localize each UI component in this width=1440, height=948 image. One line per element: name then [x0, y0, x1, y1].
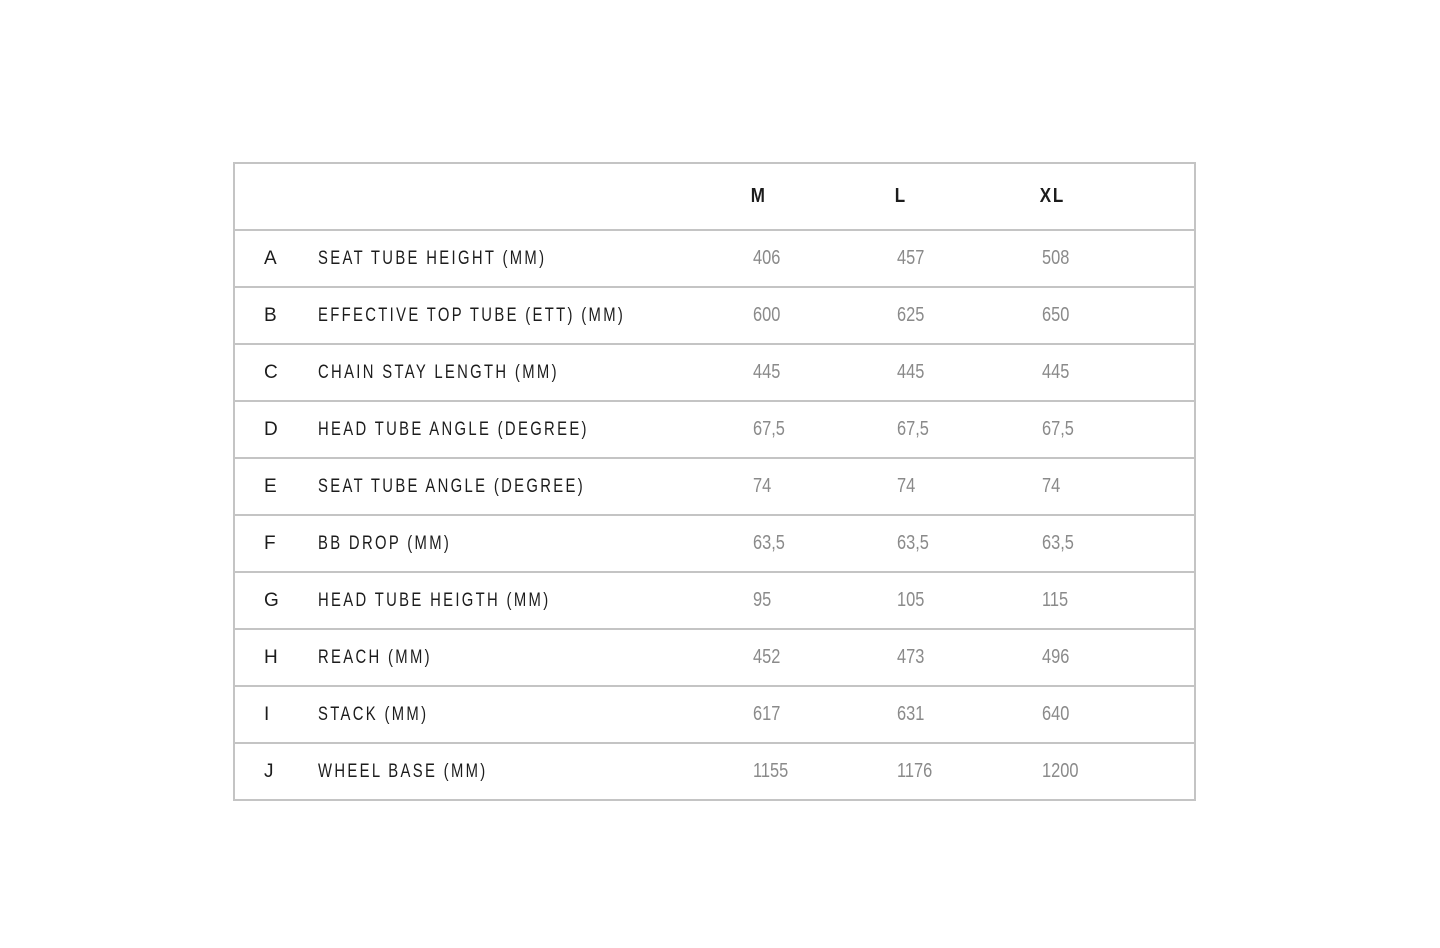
value-text: 63,5 [1042, 532, 1074, 554]
row-label [318, 287, 744, 344]
value-text: 617 [753, 703, 781, 725]
value-m [744, 458, 888, 515]
table-row [234, 629, 1195, 686]
row-letter: E [264, 475, 277, 497]
value-text: 74 [1042, 475, 1061, 497]
value-text: 600 [753, 304, 781, 326]
table-row [234, 344, 1195, 401]
value-xl [1033, 401, 1195, 458]
table-row [234, 743, 1195, 800]
row-label [318, 686, 744, 743]
value-xl [1033, 458, 1195, 515]
value-text: 457 [897, 247, 925, 269]
row-label-text: SEAT TUBE ANGLE (DEGREE) [318, 475, 585, 497]
value-text: 452 [753, 646, 781, 668]
row-letter: A [264, 247, 277, 269]
row-label-text: EFFECTIVE TOP TUBE (ETT) (MM) [318, 304, 626, 326]
row-label [318, 458, 744, 515]
value-text: 105 [897, 589, 925, 611]
value-text: 74 [897, 475, 916, 497]
value-text: 74 [753, 475, 772, 497]
value-xl [1033, 629, 1195, 686]
row-letter: D [264, 418, 278, 440]
value-m [744, 743, 888, 800]
row-label-text: REACH (MM) [318, 646, 432, 668]
value-text: 67,5 [753, 418, 785, 440]
value-text: 631 [897, 703, 925, 725]
row-letter: C [264, 361, 278, 383]
value-l [888, 230, 1033, 287]
row-label [318, 629, 744, 686]
value-xl [1033, 743, 1195, 800]
value-text: 63,5 [753, 532, 785, 554]
value-m [744, 572, 888, 629]
value-text: 67,5 [897, 418, 929, 440]
value-m [744, 230, 888, 287]
value-text: 1155 [753, 760, 789, 782]
value-xl [1033, 686, 1195, 743]
value-text: 650 [1042, 304, 1070, 326]
row-letter: I [264, 703, 270, 725]
row-letter: G [264, 589, 279, 611]
value-text: 95 [753, 589, 772, 611]
row-label-text: BB DROP (MM) [318, 532, 452, 554]
row-label [318, 572, 744, 629]
value-xl [1033, 287, 1195, 344]
value-l [888, 686, 1033, 743]
table-row [234, 287, 1195, 344]
value-text: 1176 [897, 760, 933, 782]
row-letter: H [264, 646, 278, 668]
geometry-table [233, 162, 1196, 801]
row-label-text: SEAT TUBE HEIGHT (MM) [318, 247, 547, 269]
value-text: 445 [1042, 361, 1070, 383]
value-m [744, 401, 888, 458]
row-label [318, 401, 744, 458]
header-empty-label [318, 163, 744, 230]
row-label-text: WHEEL BASE (MM) [318, 760, 488, 782]
row-label [318, 743, 744, 800]
value-text: 640 [1042, 703, 1070, 725]
value-text: 445 [897, 361, 925, 383]
table-row [234, 230, 1195, 287]
table-row [234, 572, 1195, 629]
value-l [888, 515, 1033, 572]
value-text: 473 [897, 646, 925, 668]
size-label: XL [1039, 185, 1065, 207]
table-body [234, 230, 1195, 800]
value-l [888, 344, 1033, 401]
value-text: 496 [1042, 646, 1070, 668]
value-text: 625 [897, 304, 925, 326]
value-m [744, 629, 888, 686]
value-xl [1033, 515, 1195, 572]
value-l [888, 458, 1033, 515]
value-text: 63,5 [897, 532, 929, 554]
table-row [234, 515, 1195, 572]
table-header-row [234, 163, 1195, 230]
row-label [318, 344, 744, 401]
table-row [234, 401, 1195, 458]
size-header-xl [1033, 163, 1171, 230]
value-m [744, 344, 888, 401]
table-row [234, 458, 1195, 515]
row-letter: J [264, 760, 274, 782]
value-m [744, 686, 888, 743]
value-l [888, 572, 1033, 629]
value-text: 1200 [1042, 760, 1079, 782]
header-empty-letter [234, 163, 318, 230]
value-text: 508 [1042, 247, 1070, 269]
row-letter: B [264, 304, 277, 326]
row-label-text: STACK (MM) [318, 703, 429, 725]
row-label [318, 515, 744, 572]
value-m [744, 287, 888, 344]
value-m [744, 515, 888, 572]
row-label-text: HEAD TUBE ANGLE (DEGREE) [318, 418, 589, 440]
size-header-m [744, 163, 866, 230]
size-label: L [894, 185, 907, 207]
value-xl [1033, 230, 1195, 287]
value-l [888, 743, 1033, 800]
row-letter: F [264, 532, 276, 554]
value-text: 115 [1042, 589, 1069, 611]
row-label-text: CHAIN STAY LENGTH (MM) [318, 361, 559, 383]
value-l [888, 287, 1033, 344]
value-l [888, 629, 1033, 686]
row-label-text: HEAD TUBE HEIGTH (MM) [318, 589, 551, 611]
value-l [888, 401, 1033, 458]
table-row [234, 686, 1195, 743]
value-text: 406 [753, 247, 781, 269]
value-text: 445 [753, 361, 781, 383]
value-text: 67,5 [1042, 418, 1074, 440]
value-xl [1033, 344, 1195, 401]
size-header-l [888, 163, 1011, 230]
value-xl [1033, 572, 1195, 629]
size-label: M [750, 185, 767, 207]
row-label [318, 230, 744, 287]
